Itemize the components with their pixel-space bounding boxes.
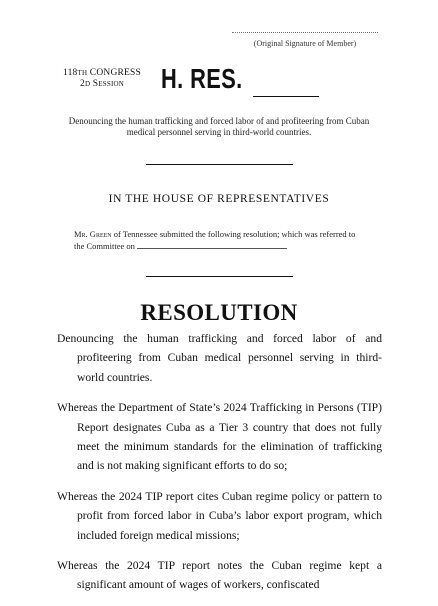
sponsor-statement — [74, 229, 366, 252]
bill-type: H. RES. — [161, 63, 243, 94]
resolution-body — [57, 329, 382, 606]
sponsor-text: of Tennessee submitted the following resolution; which was referred to the Committee on — [74, 229, 356, 251]
short-title: Denouncing the human trafficking and forced labor of and profiteering from Cuban medical personnel serving in third-world countries. — [68, 116, 370, 137]
whereas-clause: Whereas the Department of State’s 2024 Trafficking in Persons (TIP) Report designates Cuba as a Tier 3 country that does not fully meet the minimum standards for the elimination of trafficking and is not making significant efforts to do so; — [57, 401, 382, 473]
session-number: 2d Session — [80, 79, 124, 89]
chamber-heading: IN THE HOUSE OF REPRESENTATIVES — [108, 193, 330, 205]
bill-number-blank — [253, 96, 319, 97]
committee-blank — [137, 240, 287, 249]
signature-caption: (Original Signature of Member) — [253, 39, 357, 48]
divider-bottom — [146, 276, 293, 277]
resolution-heading: RESOLUTION — [140, 300, 298, 325]
whereas-clause: Whereas the 2024 TIP report notes the Cuban regime kept a significant amount of wages of workers, confiscated — [57, 559, 382, 592]
congress-session-block — [53, 68, 151, 90]
divider-top — [146, 164, 293, 165]
resolution-preamble: Denouncing the human trafficking and forced labor of and profiteering from Cuban medical personnel serving in third-world countries. — [57, 332, 382, 384]
sponsor-name: Mr. Green — [74, 229, 112, 239]
congress-number: 118th CONGRESS — [62, 68, 142, 78]
signature-line — [232, 32, 378, 33]
whereas-clause: Whereas the 2024 TIP report cites Cuban regime policy or pattern to profit from forced labor in Cuba’s labor export program, which included foreign medical missions; — [57, 489, 382, 542]
